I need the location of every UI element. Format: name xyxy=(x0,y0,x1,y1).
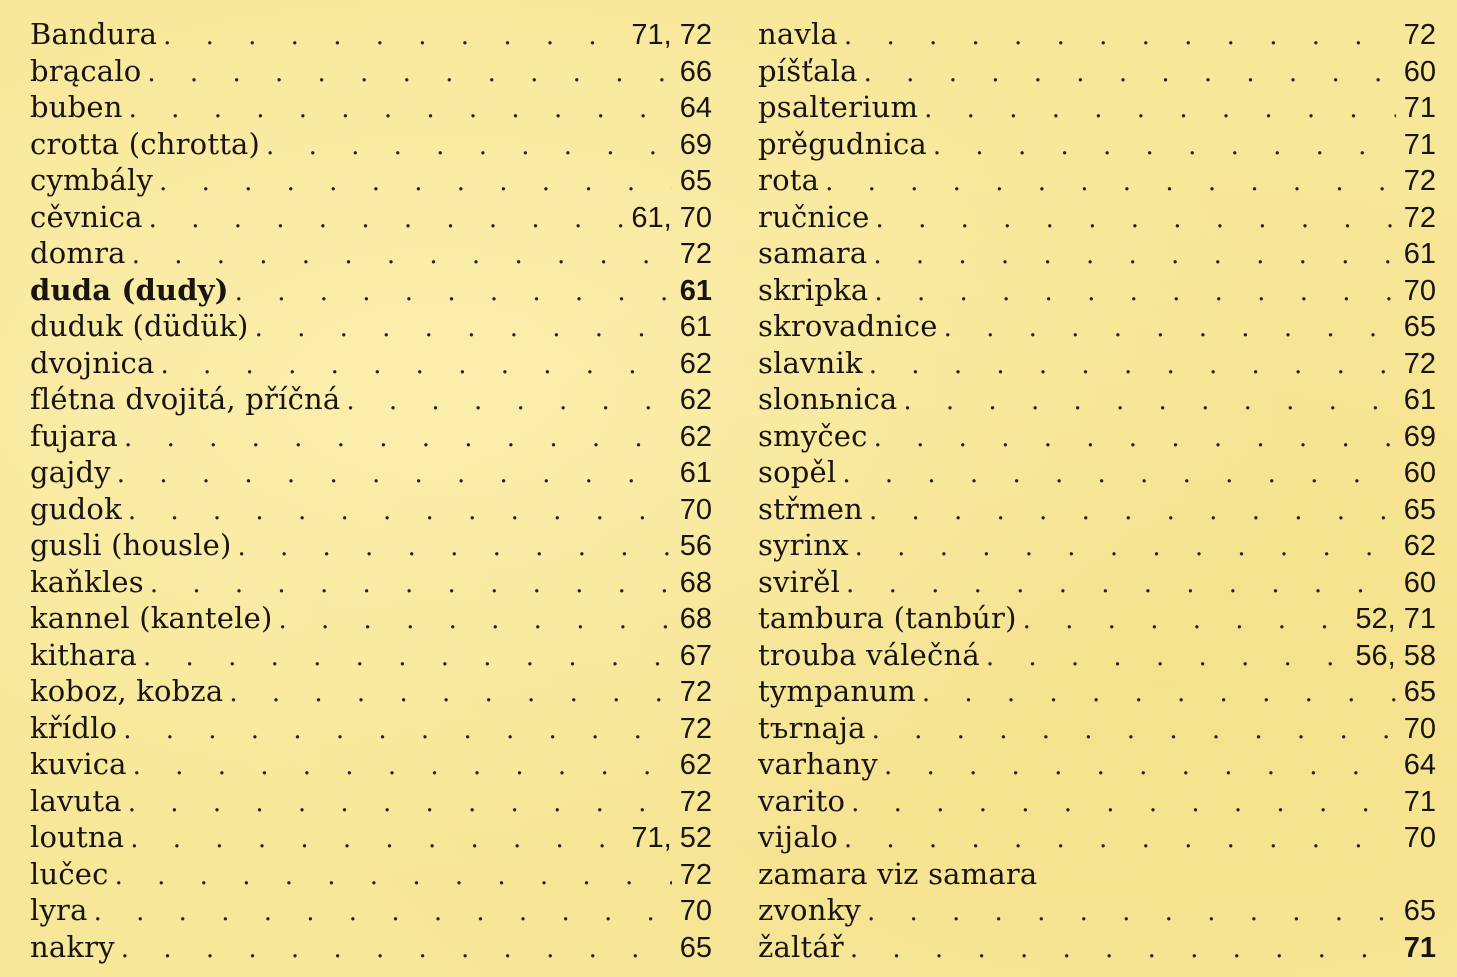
dot-leader xyxy=(916,675,1396,712)
index-term: gusli (housle) xyxy=(30,528,232,562)
index-pages: 72 xyxy=(679,785,712,818)
index-term: psalterium xyxy=(758,90,919,124)
index-term: rota xyxy=(758,163,820,197)
dot-leader xyxy=(223,675,672,712)
index-pages: 52, 71 xyxy=(1355,603,1436,635)
index-pages: 68 xyxy=(679,566,712,599)
index-pages: 70 xyxy=(679,895,712,927)
index-term: skripka xyxy=(758,272,869,307)
dot-leader xyxy=(109,858,672,895)
index-pages: 72 xyxy=(679,858,712,891)
index-pages: 66 xyxy=(679,55,712,88)
dot-leader xyxy=(229,274,672,311)
index-pages: 56, 58 xyxy=(1355,639,1436,672)
index-pages: 70 xyxy=(1403,822,1436,854)
index-term: cymbály xyxy=(30,163,154,197)
index-pages: 61 xyxy=(679,274,712,307)
index-term: lavuta xyxy=(30,783,122,818)
index-entry xyxy=(758,527,1436,564)
index-entry xyxy=(30,491,712,528)
dot-leader xyxy=(844,931,1396,968)
index-entry xyxy=(758,929,1436,966)
index-pages: 71 xyxy=(1403,785,1436,818)
index-term: brącalo xyxy=(30,53,142,88)
index-entry xyxy=(758,491,1436,528)
index-entry xyxy=(758,381,1436,418)
dot-leader xyxy=(845,785,1396,822)
index-term: gajdy xyxy=(30,455,111,489)
index-term: svirěl xyxy=(758,564,841,599)
index-pages: 64 xyxy=(1403,749,1436,781)
index-entry xyxy=(30,53,712,90)
index-term: varito xyxy=(758,783,846,818)
index-pages: 61 xyxy=(679,457,712,489)
index-pages: 61 xyxy=(679,311,712,343)
index-entry xyxy=(758,199,1436,236)
index-pages: 62 xyxy=(679,384,712,416)
index-term: trouba válečná xyxy=(758,637,980,672)
index-entry xyxy=(30,637,712,674)
dot-leader xyxy=(118,420,672,457)
dot-leader xyxy=(143,201,632,238)
index-entry xyxy=(30,527,712,564)
index-term: koboz, kobza xyxy=(30,674,224,708)
index-term: tympanum xyxy=(758,674,916,708)
index-term: samara xyxy=(758,236,868,270)
dot-leader xyxy=(927,128,1396,165)
index-pages: 61, 70 xyxy=(631,201,712,234)
index-entry xyxy=(30,126,712,163)
index-entry xyxy=(758,856,1436,893)
index-term: varhany xyxy=(758,747,878,781)
index-term: fujara xyxy=(30,418,119,453)
index-term: smyčec xyxy=(758,418,868,453)
index-term: kithara xyxy=(30,637,138,672)
index-term: prěgudnica xyxy=(758,126,927,161)
dot-leader xyxy=(340,383,672,420)
dot-leader xyxy=(863,347,1396,384)
dot-leader xyxy=(870,201,1396,238)
dot-leader xyxy=(868,274,1396,311)
index-entry xyxy=(758,892,1436,929)
dot-leader xyxy=(144,566,672,603)
dot-leader xyxy=(840,566,1396,603)
index-term: cěvnica xyxy=(30,199,143,234)
index-entry xyxy=(758,600,1436,637)
index-term: kuvica xyxy=(30,747,127,781)
index-entry xyxy=(758,53,1436,90)
index-term: skrovadnice xyxy=(758,309,938,343)
index-entry xyxy=(30,162,712,199)
index-term: syrinx xyxy=(758,528,849,562)
index-term: duda (dudy) xyxy=(30,272,229,307)
index-term: gudok xyxy=(30,491,122,526)
index-term: tъrnaja xyxy=(758,710,866,745)
index-pages: 61 xyxy=(1403,238,1436,270)
index-entry xyxy=(758,235,1436,272)
index-entry xyxy=(30,235,712,272)
index-pages: 64 xyxy=(679,92,712,124)
index-pages: 56 xyxy=(679,530,712,562)
index-pages: 60 xyxy=(1403,566,1436,599)
index-term: vijalo xyxy=(758,820,838,854)
index-column-left xyxy=(30,16,712,965)
index-pages: 72 xyxy=(679,676,712,708)
index-pages: 60 xyxy=(1403,457,1436,489)
index-pages: 62 xyxy=(679,420,712,453)
index-term: sopěl xyxy=(758,455,837,489)
dot-leader xyxy=(260,128,672,165)
index-entry xyxy=(758,308,1436,345)
index-entry xyxy=(30,345,712,382)
index-entry xyxy=(30,783,712,820)
index-pages: 72 xyxy=(679,238,712,270)
index-entry xyxy=(758,126,1436,163)
index-entry xyxy=(30,600,712,637)
index-entry xyxy=(30,418,712,455)
index-entry xyxy=(30,16,712,53)
index-pages: 67 xyxy=(679,639,712,672)
dot-leader xyxy=(868,420,1396,457)
dot-leader xyxy=(249,310,672,347)
index-pages: 65 xyxy=(1403,895,1436,927)
index-pages: 61 xyxy=(1403,384,1436,416)
index-pages: 65 xyxy=(1403,493,1436,526)
index-pages: 62 xyxy=(1403,530,1436,562)
dot-leader xyxy=(897,383,1396,420)
index-entry xyxy=(758,16,1436,53)
index-entry xyxy=(30,454,712,491)
index-pages: 69 xyxy=(679,128,712,161)
index-term: crotta (chrotta) xyxy=(30,126,261,161)
index-entry xyxy=(30,564,712,601)
index-term: dvojnica xyxy=(30,345,155,380)
dot-leader xyxy=(153,164,672,201)
dot-leader xyxy=(141,55,672,92)
index-entry xyxy=(758,418,1436,455)
dot-leader xyxy=(127,748,672,785)
index-entry xyxy=(758,272,1436,309)
dot-leader xyxy=(154,347,672,384)
dot-leader xyxy=(231,529,672,566)
index-term: střmen xyxy=(758,491,863,526)
index-pages: 65 xyxy=(679,931,712,964)
index-term: žaltář xyxy=(758,929,844,964)
index-term: kannel (kantele) xyxy=(30,601,273,635)
dot-leader xyxy=(273,602,673,639)
dot-leader xyxy=(115,931,672,968)
index-entry xyxy=(758,162,1436,199)
index-entry xyxy=(30,199,712,236)
dot-leader xyxy=(137,639,672,676)
index-entry xyxy=(758,746,1436,783)
dot-leader xyxy=(849,529,1396,566)
index-pages: 68 xyxy=(679,603,712,635)
index-entry xyxy=(30,710,712,747)
index-term: domra xyxy=(30,236,126,270)
index-entry xyxy=(758,345,1436,382)
index-entry xyxy=(30,856,712,893)
dot-leader xyxy=(1017,602,1356,639)
index-pages: 72 xyxy=(1403,165,1436,197)
index-term: píšťala xyxy=(758,53,858,88)
index-entry xyxy=(758,89,1436,126)
index-pages: 70 xyxy=(679,493,712,526)
index-pages: 62 xyxy=(679,749,712,781)
index-pages: 71, 72 xyxy=(631,19,712,51)
index-term: lučec xyxy=(30,856,109,891)
dot-leader xyxy=(157,18,631,55)
dot-leader xyxy=(836,456,1396,493)
index-term: navla xyxy=(758,17,838,51)
index-pages: 65 xyxy=(1403,676,1436,708)
index-column-right xyxy=(758,16,1436,965)
index-entry xyxy=(30,381,712,418)
dot-leader xyxy=(918,91,1396,128)
index-pages: 72 xyxy=(679,712,712,745)
index-pages: 70 xyxy=(1403,274,1436,307)
index-term: zamara viz samara xyxy=(758,856,1038,891)
index-pages: 65 xyxy=(1403,311,1436,343)
index-term: kaňkles xyxy=(30,564,144,599)
index-term: zvonky xyxy=(758,893,861,927)
index-entry xyxy=(758,710,1436,747)
dot-leader xyxy=(123,91,672,128)
index-entry xyxy=(758,783,1436,820)
index-pages: 72 xyxy=(1403,19,1436,51)
index-term: ručnice xyxy=(758,199,870,234)
index-entry xyxy=(758,673,1436,710)
dot-leader xyxy=(111,456,672,493)
index-pages: 71, 52 xyxy=(631,822,712,854)
dot-leader xyxy=(117,712,672,749)
index-pages: 60 xyxy=(1403,55,1436,88)
index-term: flétna dvojitá, příčná xyxy=(30,382,341,416)
index-pages: 71 xyxy=(1403,92,1436,124)
index-term: buben xyxy=(30,90,123,124)
index-pages: 65 xyxy=(679,165,712,197)
index-entry xyxy=(758,454,1436,491)
index-pages: 72 xyxy=(1403,201,1436,234)
index-term: loutna xyxy=(30,820,125,854)
index-term: duduk (düdük) xyxy=(30,309,249,343)
dot-leader xyxy=(863,493,1396,530)
dot-leader xyxy=(858,55,1396,92)
dot-leader xyxy=(938,310,1396,347)
dot-leader xyxy=(861,894,1396,931)
index-pages: 62 xyxy=(679,347,712,380)
index-pages: 72 xyxy=(1403,347,1436,380)
index-entry xyxy=(758,819,1436,856)
index-entry xyxy=(30,819,712,856)
index-pages: 71 xyxy=(1403,931,1436,964)
index-entry xyxy=(758,637,1436,674)
index-entry xyxy=(30,673,712,710)
index-term: Bandura xyxy=(30,17,158,51)
index-entry xyxy=(30,308,712,345)
index-entry xyxy=(30,272,712,309)
index-entry xyxy=(30,929,712,966)
dot-leader xyxy=(838,18,1396,55)
index-term: tambura (tanbúr) xyxy=(758,601,1017,635)
dot-leader xyxy=(122,785,672,822)
dot-leader xyxy=(878,748,1396,785)
dot-leader xyxy=(980,639,1356,676)
index-term: nakry xyxy=(30,929,115,964)
index-entry xyxy=(758,564,1436,601)
index-term: křídlo xyxy=(30,710,118,745)
index-term: lyra xyxy=(30,893,88,927)
index-entry xyxy=(30,892,712,929)
index-term: slonьnica xyxy=(758,382,898,416)
dot-leader xyxy=(867,237,1396,274)
dot-leader xyxy=(126,237,672,274)
index-term: slavnik xyxy=(758,345,863,380)
dot-leader xyxy=(124,821,631,858)
index-pages: 71 xyxy=(1403,128,1436,161)
dot-leader xyxy=(838,821,1396,858)
index-pages: 69 xyxy=(1403,420,1436,453)
index-entry xyxy=(30,746,712,783)
index-entry xyxy=(30,89,712,126)
index-pages: 70 xyxy=(1403,712,1436,745)
dot-leader xyxy=(122,493,672,530)
dot-leader xyxy=(819,164,1396,201)
dot-leader xyxy=(866,712,1396,749)
dot-leader xyxy=(88,894,672,931)
